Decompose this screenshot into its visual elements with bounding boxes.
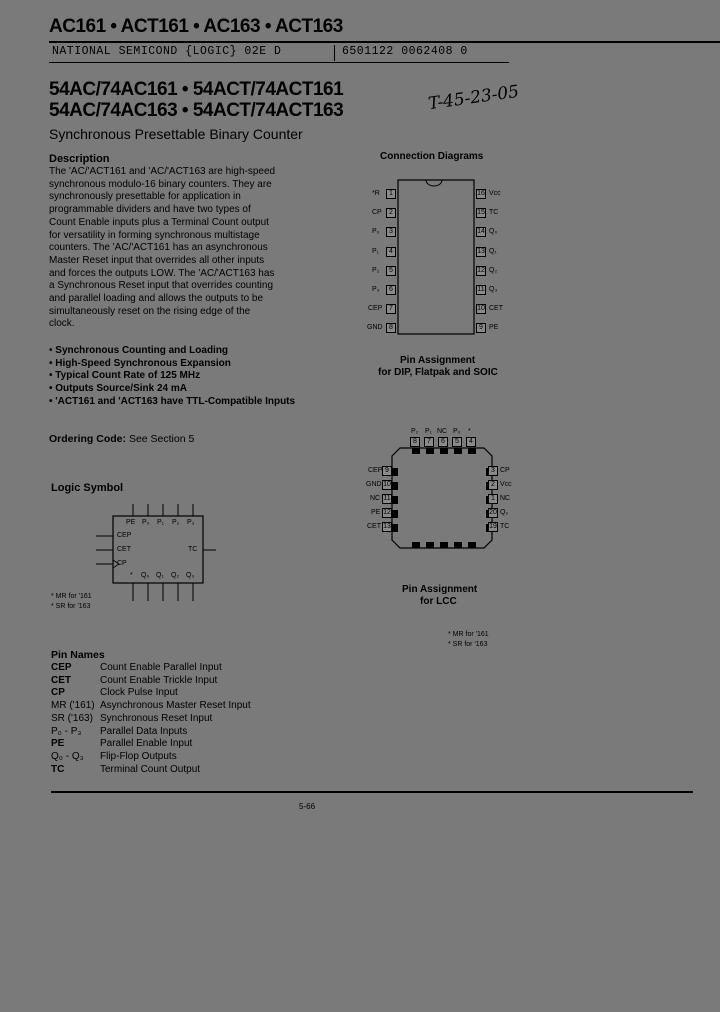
lcc-pin-label: CET [367, 523, 381, 530]
pin-description: Count Enable Trickle Input [100, 674, 218, 686]
description-line: The 'AC/'ACT161 and 'AC/'ACT163 are high-speed [49, 166, 276, 177]
lcc-pin-label: CP [500, 467, 510, 474]
dip-pin-label: Vcc [489, 190, 501, 197]
pin-names-heading: Pin Names [51, 649, 105, 661]
page-subtitle: Synchronous Presettable Binary Counter [49, 126, 303, 142]
logic-bottom-label: Q₀ [141, 572, 150, 579]
handwritten-code: T-45-23-05 [427, 81, 521, 115]
lcc-pin-label: Vcc [500, 481, 512, 488]
stamp-divider [334, 45, 335, 61]
connection-diagrams-heading: Connection Diagrams [380, 151, 484, 162]
lcc-pin-number: 9 [382, 466, 392, 476]
description-heading: Description [49, 153, 110, 165]
logic-left-label: CP [117, 560, 127, 567]
dip-pin-label: CP [372, 209, 382, 216]
lcc-pin-label: NC [500, 495, 511, 502]
lcc-pin-number: 5 [452, 437, 462, 447]
description-line: synchronously presettable for application in [49, 191, 241, 203]
lcc-pin-number: 12 [383, 509, 391, 516]
pin-name: Q₀ - Q₃ [51, 750, 84, 762]
logic-bottom-label: Q₂ [171, 572, 180, 579]
lcc-pin-number: 6 [438, 437, 448, 447]
logic-bottom-label: Q₁ [156, 572, 164, 579]
logic-left-label: CET [117, 546, 131, 553]
ordering-value: See Section 5 [128, 433, 195, 445]
dip-pin-label: *R [372, 190, 380, 197]
description-line: a Synchronous Reset input that overrides counting [49, 280, 274, 292]
dip-pin-label: P₀ [372, 228, 380, 235]
pin-description: Asynchronous Master Reset Input [100, 700, 251, 712]
pin-name: CEP [51, 662, 72, 673]
dip-pin-number: 4 [386, 247, 396, 257]
dip-pin-number: 8 [386, 323, 396, 333]
lcc-pin-number: 2 [488, 480, 498, 490]
table-row [51, 726, 251, 739]
pin-description: Synchronous Reset Input [100, 712, 213, 724]
pin-name: PE [51, 738, 65, 750]
lcc-caption: Pin Assignment [402, 584, 478, 595]
logic-right-label: TC [188, 546, 198, 553]
lcc-pin-label: CEP [368, 467, 383, 474]
pin-name: P₀ - P₃ [51, 725, 82, 737]
description-line: Count Enable inputs plus a Terminal Count output [49, 216, 269, 228]
description-line: clock. [49, 318, 75, 330]
description-line: and parallel loading and allows the outputs to be [49, 293, 264, 305]
stamp-rule [49, 62, 509, 63]
part-numbers-161: 54AC/74AC161 • 54ACT/74ACT161 [49, 79, 344, 100]
logic-top-label: PE [126, 519, 136, 526]
table-row [51, 764, 251, 777]
logic-left-label: CEP [117, 532, 132, 539]
lcc-pin-label: GND [366, 481, 382, 488]
lcc-pin-number: 19 [489, 523, 497, 530]
description-line: and forces the outputs LOW. The 'AC/'ACT163 has [49, 267, 275, 279]
table-row [51, 713, 251, 726]
lcc-pin-label: TC [500, 523, 510, 530]
lcc-package-outline [390, 446, 494, 550]
description-line: for versatility in forming synchronous multistage [49, 229, 260, 241]
dip-pin-label: P₁ [372, 248, 380, 255]
scan-stamp: NATIONAL SEMICOND {LOGIC} 02E D [52, 45, 282, 58]
dip-pin-label: Q₂ [489, 267, 498, 274]
dip-pin-number: 11 [477, 286, 485, 293]
pin-name: CP [51, 687, 65, 699]
table-row [51, 700, 251, 713]
dip-pin-number: 14 [477, 228, 485, 235]
lcc-pin-label: * [468, 428, 471, 435]
logic-note: * SR for '163 [51, 603, 91, 610]
feature-item: • Outputs Source/Sink 24 mA [49, 383, 187, 395]
dip-pin-number: 2 [386, 208, 396, 218]
logic-top-label: P₁ [157, 519, 165, 526]
dip-pin-number: 6 [386, 285, 396, 295]
pin-description: Terminal Count Output [100, 763, 201, 775]
description-line: Master Reset input that overrides all other inputs [49, 254, 265, 266]
dip-pin-label: CET [489, 305, 503, 312]
lcc-note: * SR for '163 [448, 641, 488, 648]
dip-pin-label: CEP [368, 305, 383, 312]
barcode-text: 6501122 0062408 0 [342, 45, 468, 58]
table-row [51, 738, 251, 751]
lcc-pin-number: 11 [383, 495, 391, 502]
table-row [51, 662, 251, 675]
pin-description: Parallel Enable Input [100, 738, 193, 750]
description-body [49, 166, 275, 331]
dip-pin-number: 10 [477, 305, 485, 312]
logic-symbol-notes [51, 592, 92, 612]
dip-pin-number: 13 [477, 248, 485, 255]
dip-pin-label: Q₁ [489, 248, 497, 255]
table-row [51, 687, 251, 700]
lcc-pin-number: 20 [489, 509, 497, 516]
dip-pin-number: 5 [386, 266, 396, 276]
dip-pin-number: 12 [477, 267, 485, 274]
description-line: programmable dividers and have two types of [49, 204, 251, 216]
feature-item: • Typical Count Rate of 125 MHz [49, 370, 201, 382]
feature-item: • 'ACT161 and 'ACT163 have TTL-Compatible Inputs [49, 395, 296, 407]
lcc-pin-number: 8 [410, 437, 420, 447]
lcc-pin-number: 7 [424, 437, 434, 447]
lcc-note: * MR for '161 [448, 631, 489, 638]
lcc-pin-number: 3 [488, 466, 498, 476]
lcc-pin-number: 1 [488, 494, 498, 504]
ordering-label: Ordering Code: [49, 433, 127, 445]
lcc-pin-label: P₂ [411, 428, 419, 435]
dip-package-outline [396, 178, 476, 338]
dip-pin-number: 16 [477, 190, 485, 197]
pin-name: CET [51, 674, 71, 686]
part-numbers-163: 54AC/74AC163 • 54ACT/74ACT163 [49, 100, 344, 121]
dip-pin-label: P₃ [372, 286, 380, 293]
dip-pin-label: P₂ [372, 267, 380, 274]
lcc-pin-label: PE [371, 509, 381, 516]
dip-pin-number: 7 [386, 304, 396, 314]
logic-bottom-label: Q₃ [186, 572, 195, 579]
pin-description: Clock Pulse Input [100, 687, 178, 699]
logic-symbol-heading: Logic Symbol [51, 482, 124, 494]
dip-pin-label: PE [489, 324, 499, 331]
feature-list [49, 345, 295, 409]
pin-description: Count Enable Parallel Input [100, 662, 222, 673]
lcc-pin-label: Q₀ [500, 509, 509, 516]
lcc-pin-label: NC [370, 495, 381, 502]
table-row [51, 675, 251, 688]
dip-pin-label: Q₀ [489, 228, 498, 235]
header-rule [49, 41, 720, 43]
dip-pin-label: TC [489, 209, 499, 216]
lcc-notes [448, 630, 489, 650]
logic-top-label: P₃ [187, 519, 195, 526]
dip-pin-label: GND [367, 324, 383, 331]
feature-item: • Synchronous Counting and Loading [49, 345, 229, 356]
dip-pin-number: 15 [477, 209, 485, 216]
dip-pin-label: Q₃ [489, 286, 498, 293]
pin-description: Parallel Data Inputs [100, 725, 188, 737]
dip-caption: Pin Assignment [400, 355, 476, 366]
lcc-caption-sub: for LCC [420, 596, 457, 607]
ordering-code [49, 433, 194, 445]
logic-note: * MR for '161 [51, 593, 92, 600]
description-line: counters. The 'AC/'ACT161 has an asynchronous [49, 242, 268, 254]
logic-bottom-label: * [130, 572, 133, 579]
table-row [51, 751, 251, 764]
lcc-pin-number: 4 [466, 437, 476, 447]
lcc-pin-label: P₀ [453, 428, 461, 435]
pin-description: Flip-Flop Outputs [100, 750, 177, 762]
page-number: 5-66 [299, 802, 316, 811]
feature-item: • High-Speed Synchronous Expansion [49, 357, 231, 369]
lcc-pin-number: 10 [383, 481, 391, 488]
description-line: simultaneously reset on the rising edge of the [49, 305, 251, 317]
dip-pin-number: 1 [386, 189, 396, 199]
pin-name: TC [51, 763, 65, 775]
pin-names-table [51, 662, 251, 776]
logic-top-label: P₀ [142, 519, 150, 526]
logic-top-label: P₂ [172, 519, 180, 526]
dip-caption-sub: for DIP, Flatpak and SOIC [378, 367, 498, 378]
lcc-pin-label: P₁ [425, 428, 433, 435]
lcc-pin-label: NC [437, 428, 448, 435]
dip-pin-number: 3 [386, 227, 396, 237]
pin-name: SR ('163) [51, 712, 93, 724]
description-line: synchronous modulo-16 binary counters. They are [49, 178, 272, 190]
lcc-pin-number: 13 [383, 523, 391, 530]
device-family-title: AC161 • ACT161 • AC163 • ACT163 [49, 16, 343, 37]
pin-name: MR ('161) [51, 700, 95, 712]
footer-rule [51, 791, 693, 793]
dip-pin-number: 9 [476, 323, 486, 333]
logic-symbol-diagram [88, 498, 218, 608]
